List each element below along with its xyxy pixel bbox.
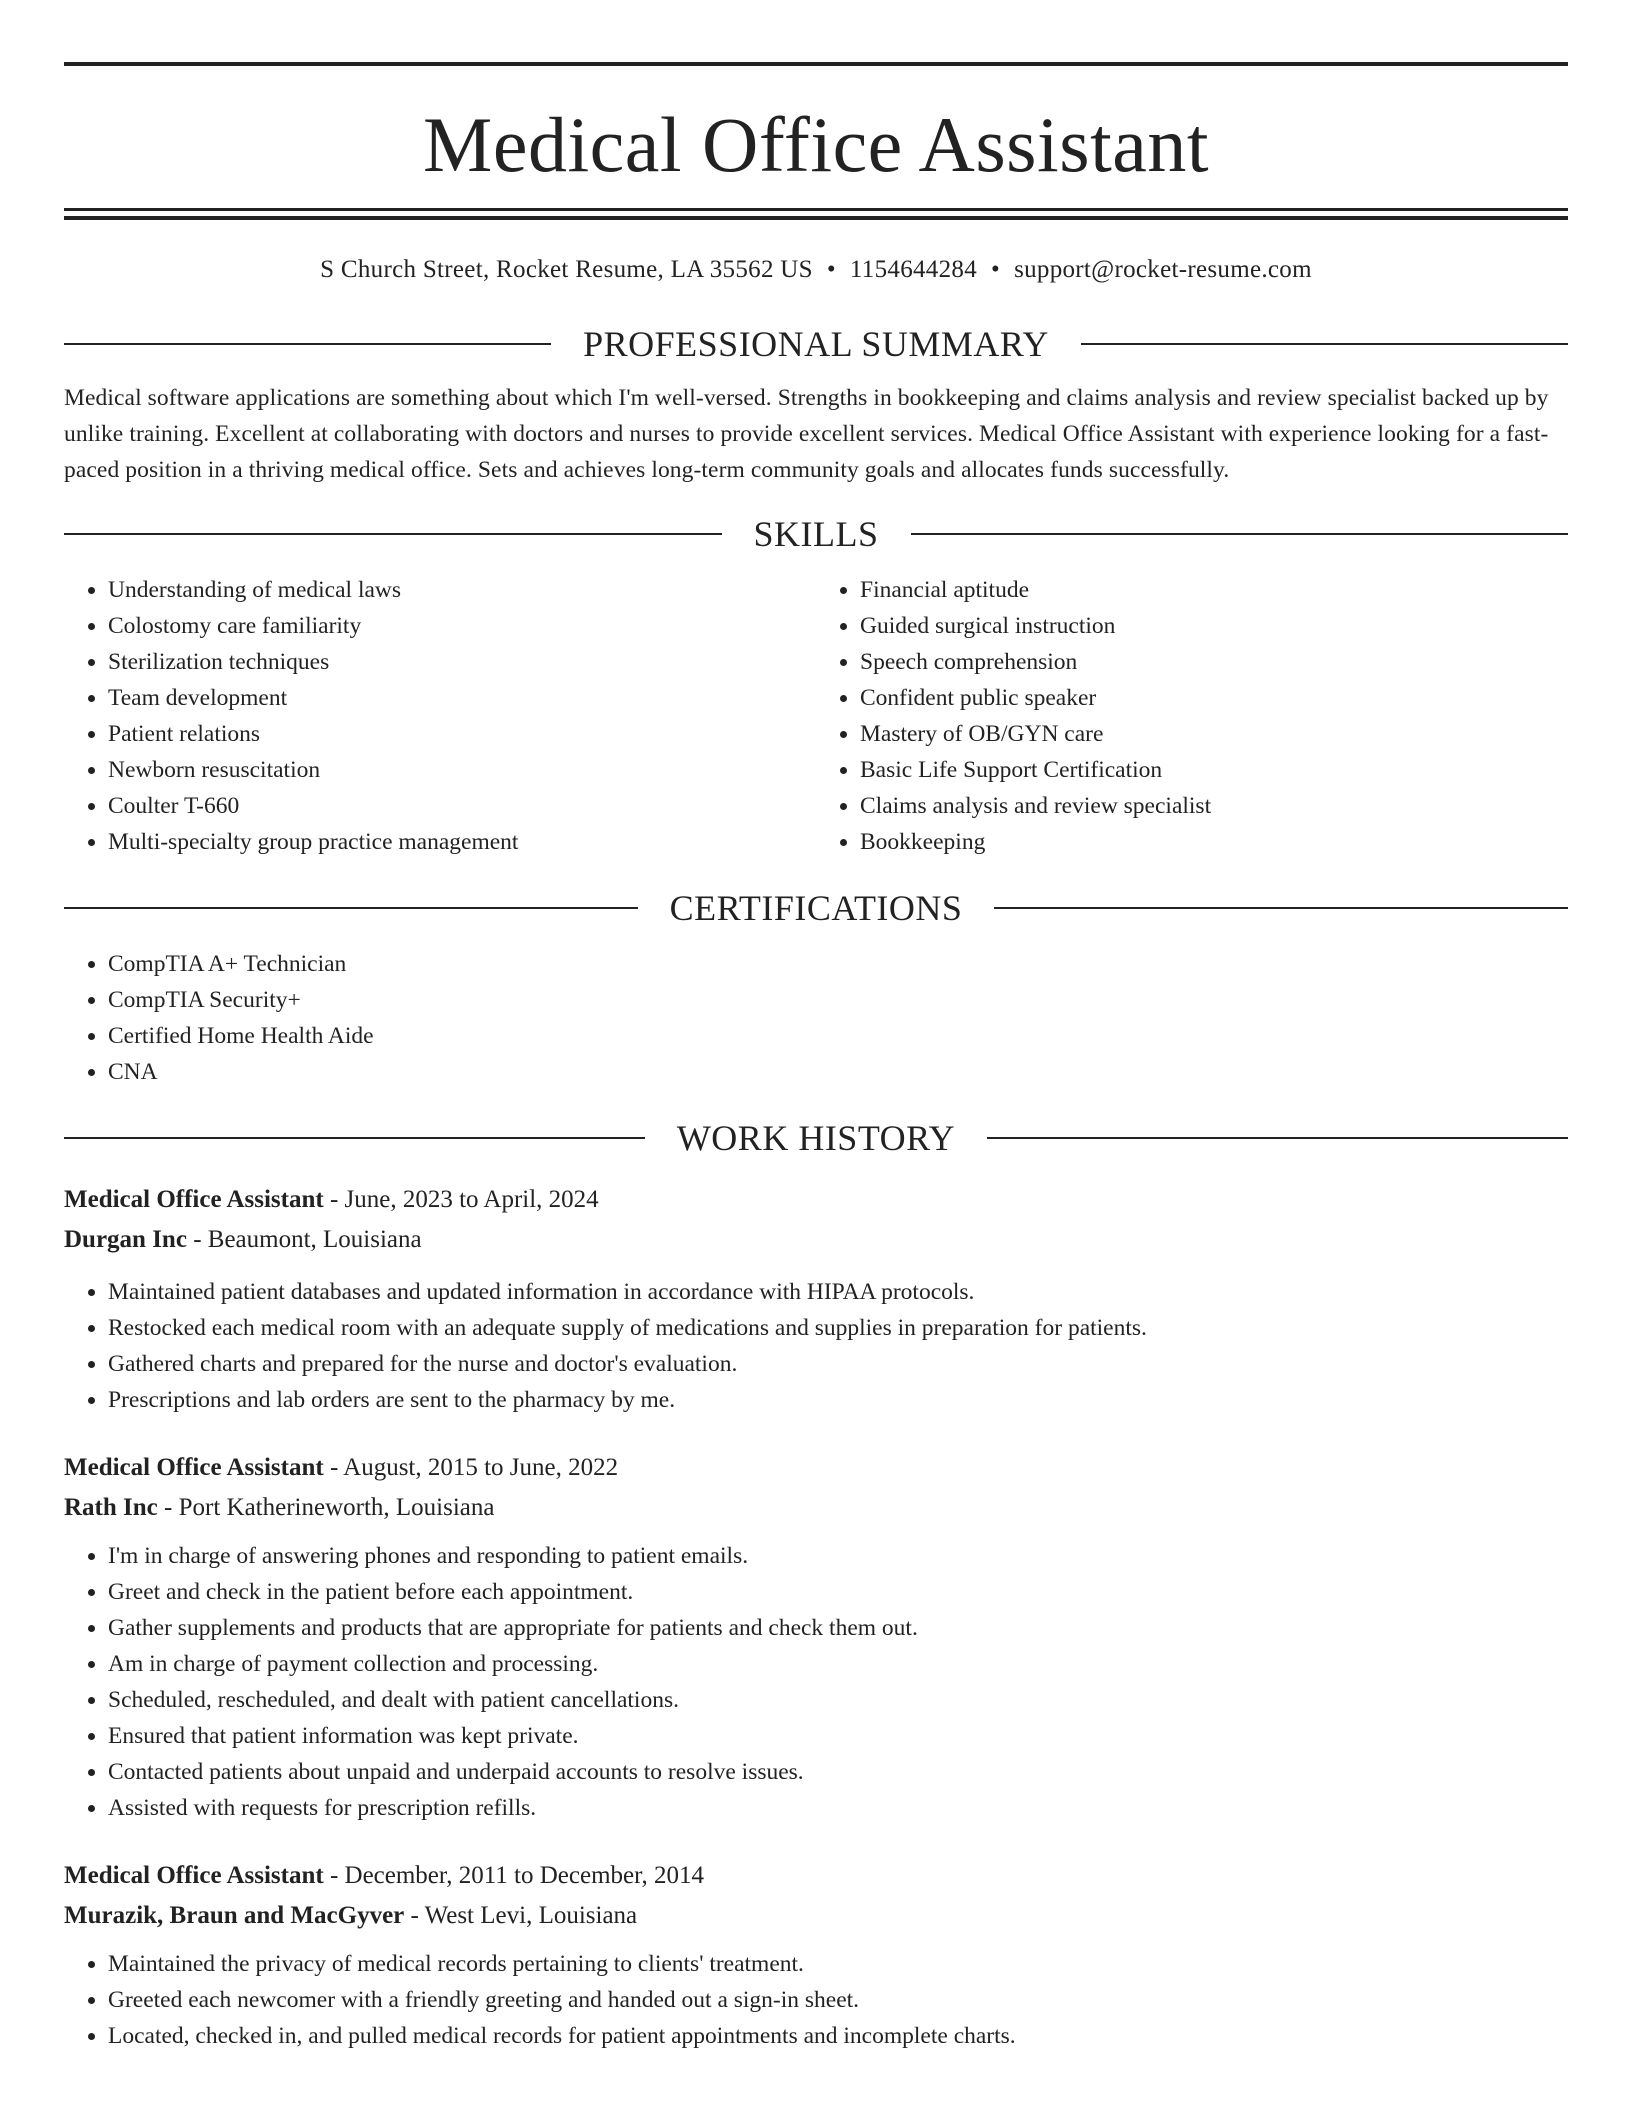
job-location: - Beaumont, Louisiana <box>186 1226 422 1253</box>
job-dates: - December, 2011 to December, 2014 <box>323 1862 704 1889</box>
job-bullet: • Gathered charts and prepared for the nurse and doctor's evaluation. <box>108 1346 1568 1382</box>
job-bullet: • Contacted patients about unpaid and underpaid accounts to resolve issues. <box>108 1754 1568 1790</box>
skill-item: • Newborn resuscitation <box>108 752 816 788</box>
skill-item: • Understanding of medical laws <box>108 572 816 608</box>
work-section-header <box>64 1120 1568 1156</box>
job-company: Murazik, Braun and MacGyver <box>64 1902 405 1929</box>
skills-column-left <box>64 572 816 860</box>
job-title-line <box>64 1448 1568 1488</box>
skill-item: • Multi-specialty group practice management <box>108 824 816 860</box>
job-title: Medical Office Assistant <box>64 1454 324 1481</box>
section-rule-right <box>911 533 1569 535</box>
section-rule-left <box>64 343 551 345</box>
job-title: Medical Office Assistant <box>64 1186 324 1213</box>
skill-item: • Confident public speaker <box>860 680 1568 716</box>
job-entry <box>64 1448 1568 1826</box>
certification-item: • CompTIA Security+ <box>108 982 1568 1018</box>
section-rule-left <box>64 1137 645 1139</box>
skills-section-title: SKILLS <box>753 514 879 554</box>
job-bullet: • Greeted each newcomer with a friendly greeting and handed out a sign-in sheet. <box>108 1982 1568 2018</box>
job-bullet: • Prescriptions and lab orders are sent to the pharmacy by me. <box>108 1382 1568 1418</box>
job-company-line <box>64 1220 1568 1260</box>
job-title-line <box>64 1856 1568 1896</box>
job-bullet: • Maintained patient databases and updated information in accordance with HIPAA protocols. <box>108 1274 1568 1310</box>
section-rule-left <box>64 907 638 909</box>
job-bullet: • Maintained the privacy of medical records pertaining to clients' treatment. <box>108 1946 1568 1982</box>
certification-item: • Certified Home Health Aide <box>108 1018 1568 1054</box>
skill-item: • Sterilization techniques <box>108 644 816 680</box>
skill-item: • Colostomy care familiarity <box>108 608 816 644</box>
skill-item: • Mastery of OB/GYN care <box>860 716 1568 752</box>
contact-address: S Church Street, Rocket Resume, LA 35562 US <box>320 256 813 283</box>
job-bullet: • I'm in charge of answering phones and responding to patient emails. <box>108 1538 1568 1574</box>
job-bullet: • Scheduled, rescheduled, and dealt with patient cancellations. <box>108 1682 1568 1718</box>
job-entry <box>64 1180 1568 1418</box>
job-bullet: • Greet and check in the patient before each appointment. <box>108 1574 1568 1610</box>
section-rule-right <box>994 907 1568 909</box>
job-bullet: • Gather supplements and products that are appropriate for patients and check them out. <box>108 1610 1568 1646</box>
skill-item: • Basic Life Support Certification <box>860 752 1568 788</box>
skill-item: • Team development <box>108 680 816 716</box>
skill-item: • Financial aptitude <box>860 572 1568 608</box>
contact-separator: • <box>826 256 836 283</box>
section-rule-right <box>987 1137 1568 1139</box>
contact-separator: • <box>991 256 1001 283</box>
resume-name: Medical Office Assistant <box>422 101 1210 188</box>
job-location: - West Levi, Louisiana <box>404 1902 638 1929</box>
section-rule-right <box>1081 343 1568 345</box>
contact-line <box>64 256 1568 300</box>
certifications-list-wrap <box>64 946 1568 1090</box>
job-company-line <box>64 1488 1568 1528</box>
skill-item: • Coulter T-660 <box>108 788 816 824</box>
skill-item: • Guided surgical instruction <box>860 608 1568 644</box>
certifications-section-title: CERTIFICATIONS <box>669 888 963 928</box>
skill-item: • Bookkeeping <box>860 824 1568 860</box>
top-rule <box>64 62 1568 66</box>
skill-item: • Patient relations <box>108 716 816 752</box>
job-bullet: • Assisted with requests for prescription refills. <box>108 1790 1568 1826</box>
contact-phone: 1154644284 <box>849 256 977 283</box>
job-bullet: • Restocked each medical room with an adequate supply of medications and supplies in preparation for patients. <box>108 1310 1568 1346</box>
name-double-rule <box>64 208 1568 220</box>
skills-section-header <box>64 516 1568 552</box>
job-company: Durgan Inc <box>64 1226 187 1253</box>
section-rule-left <box>64 533 722 535</box>
summary-section-header <box>64 326 1568 362</box>
job-dates: - June, 2023 to April, 2024 <box>323 1186 599 1213</box>
certification-item: • CompTIA A+ Technician <box>108 946 1568 982</box>
job-bullet: • Am in charge of payment collection and processing. <box>108 1646 1568 1682</box>
skill-item: • Speech comprehension <box>860 644 1568 680</box>
job-bullet: • Ensured that patient information was kept private. <box>108 1718 1568 1754</box>
job-title-line <box>64 1180 1568 1220</box>
skill-item: • Claims analysis and review specialist <box>860 788 1568 824</box>
summary-text: Medical software applications are something about which I'm well-versed. Strengths in bookkeeping and claims analysis and review specialist backed up by unlike training. Excellent at collaborating with doctors and nurses to provide excellent services. Medical Office Assistant with experience looking for a fast-paced position in a thriving medical office. Sets and achieves long-term community goals and allocates funds successfully. <box>64 385 1549 483</box>
job-title: Medical Office Assistant <box>64 1862 324 1889</box>
certification-item: • CNA <box>108 1054 1568 1090</box>
summary-section-title: PROFESSIONAL SUMMARY <box>583 324 1049 364</box>
job-entry <box>64 1856 1568 2054</box>
job-company-line <box>64 1896 1568 1936</box>
skills-grid <box>64 572 1568 860</box>
work-section-title: WORK HISTORY <box>676 1118 956 1158</box>
job-dates: - August, 2015 to June, 2022 <box>323 1454 619 1481</box>
contact-email: support@rocket-resume.com <box>1014 256 1312 283</box>
skills-column-right <box>816 572 1568 860</box>
job-bullet: • Located, checked in, and pulled medical records for patient appointments and incomplete charts. <box>108 2018 1568 2054</box>
job-company: Rath Inc <box>64 1494 158 1521</box>
job-location: - Port Katherineworth, Louisiana <box>157 1494 495 1521</box>
certifications-section-header <box>64 890 1568 926</box>
